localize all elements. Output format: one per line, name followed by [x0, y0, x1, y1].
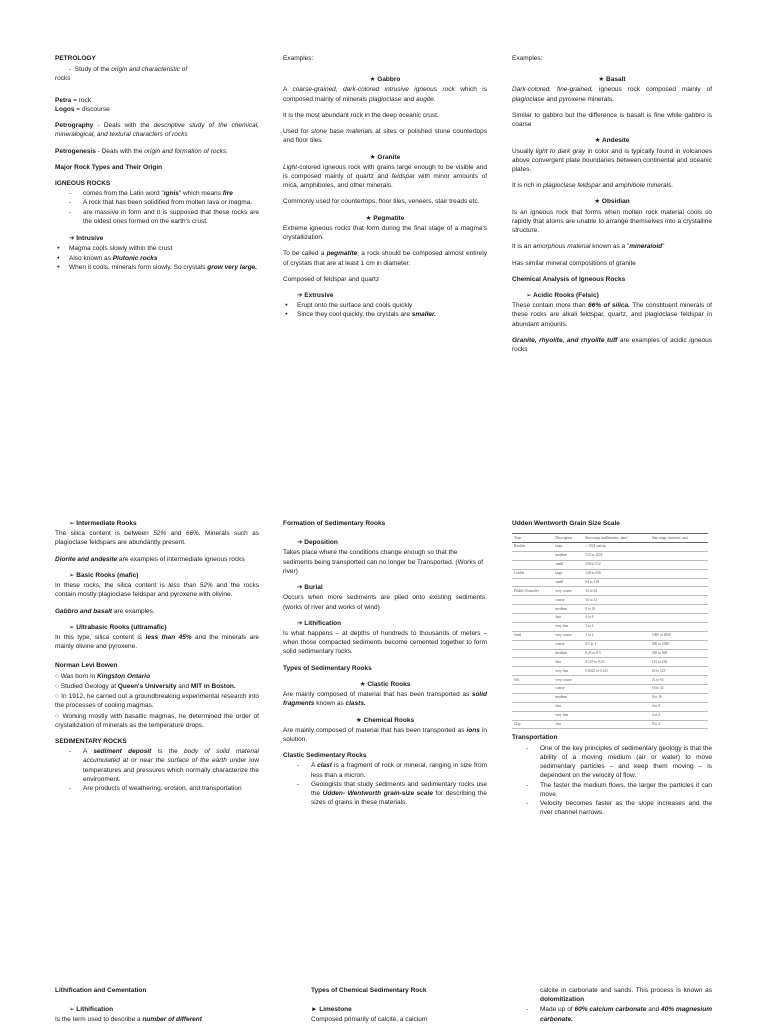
heading-lithification: ➔ Lithification: [297, 619, 342, 627]
table-row: [512, 649, 708, 658]
list-item: ● Since they cool quickly, the crystals are smaller.: [283, 310, 487, 319]
heading-chemical-rocks: ★ Chemical Rooks: [355, 716, 415, 724]
igneous-list: [55, 189, 259, 226]
table-cell: small: [553, 560, 583, 569]
lithification-text: Is the term used to describe a number of different: [55, 1016, 202, 1024]
granite-uses: Commonly used for countertops, floor tiles, veneers, stair treads etc.: [283, 198, 480, 206]
table-cell: [512, 614, 553, 623]
table-cell: [583, 711, 650, 720]
table-cell: 31 to 63: [650, 676, 708, 685]
column-1-block-3: [55, 986, 259, 1032]
table-cell: 32 to 64: [583, 587, 650, 596]
column-3-block-3: [512, 986, 712, 1031]
table-cell: Description: [553, 534, 583, 543]
grain-size-table: [512, 533, 708, 729]
heading-udden-wentworth: Udden Wentworth Grain Size Scale: [512, 520, 620, 527]
table-row: [512, 614, 708, 623]
list-item: - The faster the medium flows, the larger the particles it can move.: [512, 781, 712, 799]
table-cell: [650, 614, 708, 623]
table-cell: very coarse: [553, 587, 583, 596]
heading-basalt: ★ Basalt: [598, 76, 626, 84]
column-3-block-1: [512, 54, 712, 361]
table-row: [512, 560, 708, 569]
dolomitization-text: calcite in carbonate and sands. This process is known as dolomitization: [540, 987, 712, 1004]
table-cell: 0 to 2: [650, 720, 708, 729]
table-cell: 0.125 to 0.25: [583, 658, 650, 667]
heading-intermediate-rocks: ➢ Intermediate Rooks: [69, 520, 137, 527]
table-row: [512, 587, 708, 596]
table-cell: very fine: [553, 711, 583, 720]
obsidian-amorphous: It is an amorphous material known as a "mineraloid": [512, 243, 665, 251]
table-cell: 16 to 32: [650, 685, 708, 694]
heading-clastic-rocks: ★ Clastic Rooks: [359, 680, 411, 688]
heading-burial: ➔ Burial: [297, 584, 323, 592]
column-2-block-3: [311, 986, 487, 1032]
heading-petrology: PETROLOGY: [55, 55, 96, 62]
table-cell: 16 to 32: [583, 596, 650, 605]
table-cell: [512, 596, 553, 605]
table-row: [512, 578, 708, 587]
heading-igneous-rocks: IGNEOUS ROCKS: [55, 179, 111, 187]
heading-pegmatite: ★ Pegmatite: [365, 214, 405, 222]
lithification-description: Is what happens – at depths of hundreds to thousands of meters – when those compacted sediments become cemented together to form solid sedimentary rocks.: [283, 629, 487, 656]
basalt-comparison: Similar to gabbro but the difference is basalt is fine while gabbro is coarse: [512, 111, 712, 129]
table-cell: medium: [553, 693, 583, 702]
list-item: ● When it cools, minerals form slowly. So crystals grow very large.: [55, 263, 259, 272]
table-cell: coarse: [553, 685, 583, 694]
clastic-sedimentary-list: [283, 761, 487, 807]
list-item: - One of the key principles of sedimentary geology is that the ability of a moving medium (air or water) to move sedimentary particles – and keep them moving – is dependent on the velocity of flow.: [512, 744, 712, 781]
table-cell: large: [553, 569, 583, 578]
table-cell: 0.0625 to 0.125: [583, 667, 650, 676]
examples-label: Examples:: [512, 55, 543, 62]
table-cell: 1000 to 2000: [650, 631, 708, 640]
heading-types-sedimentary: Types of Sedimentary Rooks: [283, 664, 372, 672]
column-2-block-2: [283, 519, 487, 814]
intermediate-description: The silica content is between 52% and 66%. Minerals such as plagioclase feldspars are abundantly present.: [55, 530, 259, 547]
andesite-description: Usually light to dark gray in color and is typically found in volcanoes above convergent plate boundaries between continental and oceanic plates.: [512, 147, 712, 173]
list-item: ● Also known as Plutonic rocks: [55, 254, 259, 263]
table-cell: medium: [553, 605, 583, 614]
bowen-birth: ○ Was born in Kingston Ontario: [55, 672, 151, 680]
table-cell: [650, 587, 708, 596]
table-row: [512, 605, 708, 614]
table-cell: 512 to 1024: [583, 551, 650, 560]
table-row: [512, 693, 708, 702]
examples-label: Examples:: [283, 55, 314, 62]
table-cell: 125 to 250: [650, 658, 708, 667]
petrogenesis-definition: Petrogenesis - Deals with the origin and formation of rocks.: [55, 147, 229, 155]
table-cell: 128 to 256: [583, 569, 650, 578]
table-cell: 2 to 4: [583, 622, 650, 631]
table-header-row: [512, 534, 708, 543]
transportation-list: [512, 744, 712, 818]
list-item: - Are products of weathering, erosion, and transportation: [55, 784, 259, 793]
bowen-crystallization: ○ Working mostly with basaltic magmas, he determined the order of crystallization of minerals as the temperature drops.: [55, 712, 259, 729]
table-cell: [512, 667, 553, 676]
heading-chemical-analysis: Chemical Analysis of Igneous Rocks: [512, 275, 626, 283]
table-cell: [512, 551, 553, 560]
table-cell: Sand: [512, 631, 553, 640]
list-item: ● Erupt onto the surface and cools quickly: [283, 301, 487, 310]
column-1-block-2: [55, 519, 259, 800]
pegmatite-crystal-size: To be called a pegmatite, a rock should be composed almost entirely of crystals that are at least 1 cm in diameter.: [283, 250, 487, 267]
list-item: ● Magma cools slowly within the crust: [55, 244, 259, 253]
table-cell: [583, 676, 650, 685]
table-cell: coarse: [553, 596, 583, 605]
acidic-examples: Granite, rhyolite, and rhyolite tuff are examples of acidic igneous rocks: [512, 336, 712, 354]
table-cell: 64 to 128: [583, 578, 650, 587]
heading-formation-sedimentary: Formation of Sedimentary Rooks: [283, 520, 386, 527]
table-cell: 8 to 16: [650, 693, 708, 702]
list-item: - comes from the Latin word "ignis" which means fire: [55, 189, 259, 198]
heading-limestone: ► Limestone: [311, 1006, 352, 1014]
table-cell: [512, 578, 553, 587]
table-cell: 0.5 to 1: [583, 640, 650, 649]
clastic-description: Are mainly composed of material that has been transported as solid fragments known as clasts.: [283, 691, 487, 708]
chemical-description: Are mainly composed of material that has been transported as ions in solution.: [283, 726, 487, 743]
table-cell: [512, 605, 553, 614]
table-cell: [650, 569, 708, 578]
list-item: - are massive in form and it is supposed that these rocks are the oldest ones formed on the earth's crust.: [55, 208, 259, 226]
table-cell: 8 to 16: [583, 605, 650, 614]
table-cell: Boulder: [512, 543, 553, 552]
table-cell: very coarse: [553, 631, 583, 640]
table-row: [512, 631, 708, 640]
column-2-block-1: [283, 54, 487, 327]
table-cell: 250 to 500: [650, 649, 708, 658]
table-row: [512, 551, 708, 560]
column-1-block-1: [55, 54, 259, 279]
table-cell: Type: [512, 534, 553, 543]
table-cell: [512, 560, 553, 569]
heading-types-chemical: Types of Chemical Sedimentary Rock: [311, 987, 427, 994]
table-cell: [512, 649, 553, 658]
table-cell: [512, 658, 553, 667]
intermediate-examples: Diorite and andesite are examples of intermediate igneous rocks: [55, 555, 245, 563]
table-cell: [650, 605, 708, 614]
sedimentary-list: [55, 747, 259, 793]
petrography-definition: Petrography - Deals with the descriptive study of the chemical, mineralogical, and textural characters of rocks: [55, 122, 259, 139]
intrusive-list: [55, 244, 259, 272]
table-cell: very coarse: [553, 676, 583, 685]
table-cell: [650, 622, 708, 631]
table-row: [512, 702, 708, 711]
table-cell: coarse: [553, 640, 583, 649]
pegmatite-composition: Composed of feldspar and quartz: [283, 275, 380, 283]
table-cell: [512, 622, 553, 631]
table-cell: [650, 543, 708, 552]
obsidian-description: Is an igneous rock that forms when molten rock material cools so rapidly that atoms are unable to arrange themselves into a crystalline structure.: [512, 208, 712, 235]
table-cell: Size range (millimeters, mm): [583, 534, 650, 543]
column-3-block-2: [512, 519, 712, 824]
list-item: - Velocity becomes faster as the slope increases and the river channel narrows.: [512, 799, 712, 817]
table-cell: [583, 685, 650, 694]
table-cell: very fine: [553, 622, 583, 631]
table-cell: 4 to 8: [650, 702, 708, 711]
dolomite-list: [512, 1005, 712, 1023]
heading-transportation: Transportation: [512, 734, 558, 742]
table-cell: fine: [553, 702, 583, 711]
heading-granite: ★ Granite: [369, 153, 401, 161]
heading-clastic-sedimentary: Clastic Sedimentary Rocks: [283, 752, 367, 760]
limestone-text: Composed primarily of calcite, a calcium: [311, 1016, 428, 1024]
table-cell: 256 to 512: [583, 560, 650, 569]
heading-acidic-rocks: ➢ Acidic Rooks (Felsic): [526, 291, 599, 299]
ultrabasic-description: In this type, silica content is less than 45% and the minerals are mainly olivine and pyroxene.: [55, 633, 260, 651]
table-cell: [583, 720, 650, 729]
table-cell: fine: [553, 658, 583, 667]
table-cell: Cobble: [512, 569, 553, 578]
list-item: - A clast is a fragment of rock or mineral, ranging in size from less than a micron.: [283, 761, 487, 779]
extrusive-list: [283, 301, 487, 319]
table-cell: large: [553, 543, 583, 552]
deposition-description: Takes place where the conditions change enough so that the sediments being transported can no longer be Transported. (Works of river): [283, 549, 484, 575]
table-cell: [512, 702, 553, 711]
table-cell: [512, 685, 553, 694]
table-row: [512, 676, 708, 685]
table-cell: [650, 578, 708, 587]
table-cell: Pebble (Granule): [512, 587, 553, 596]
heading-andesite: ★ Andesite: [594, 137, 630, 145]
table-row: [512, 711, 708, 720]
basic-description: In these rocks, the silica content is less than 52% and the rocks contain mostly plagioclase feldspar and pyroxene with olivine.: [55, 582, 259, 599]
heading-sedimentary-rocks: SEDIMENTARY ROCKS: [55, 737, 127, 745]
table-row: [512, 658, 708, 667]
gabbro-abundance: It is the most abundant rock in the deep oceanic crust.: [283, 111, 439, 119]
table-cell: 63 to 125: [650, 667, 708, 676]
heading-major-rock-types: Major Rock Types and Their Origin: [55, 163, 163, 171]
list-item: - Made up of 60% calcium carbonate and 40% magnesium carbonate.: [512, 1005, 712, 1023]
basic-examples: Gabbro and basalt are examples.: [55, 607, 155, 615]
table-row: [512, 640, 708, 649]
table-row: [512, 596, 708, 605]
list-item: - A sediment deposit is the body of solid material accumulated at or near the surface of the earth under low temperatures and pressures which normally characterize the environment.: [55, 747, 259, 784]
basalt-description: Dark-colored, fine-grained, igneous rock composed mainly of plagioclase and pyroxene minerals.: [512, 86, 713, 103]
table-cell: fine: [553, 614, 583, 623]
table-cell: clay: [553, 720, 583, 729]
table-cell: [512, 640, 553, 649]
table-row: [512, 667, 708, 676]
heading-ultrabasic-rocks: ➢ Ultrabasic Rooks (ultramafic): [69, 623, 167, 631]
heading-extrusive: ➔ Extrusive: [297, 291, 334, 299]
table-cell: 0.25 to 0.5: [583, 649, 650, 658]
table-row: [512, 685, 708, 694]
table-cell: [512, 711, 553, 720]
obsidian-composition: Has similar mineral compositions of granite: [512, 259, 636, 267]
burial-description: Occurs when more sediments are piled onto existing sediments. (works of river and works of wind): [283, 594, 487, 611]
heading-basic-rocks: ➢ Basic Rooks (mafic): [69, 571, 139, 579]
pegmatite-description: Extreme igneous rocks that form during the final stage of a magma's crystallization.: [283, 224, 487, 242]
andesite-minerals: It is rich in plagioclase feldspar and amphibole minerals.: [512, 182, 674, 190]
table-row: [512, 543, 708, 552]
gabbro-uses: Used for stone base materials at sites or polished stone countertops and floor tiles: [283, 128, 487, 145]
heading-bowen: Norman Levi Bowen: [55, 662, 118, 670]
granite-description: Light-colored igneous rock with grains large enough to be visible and is composed mainly of quartz and feldspar with minor amounts of mica, amphiboles, and other minerals.: [283, 163, 487, 190]
gabbro-description: A coarse-grained, dark-colored intrusive igneous rock which is composed mainly of minerals plagioclase and augite.: [283, 86, 487, 103]
petra-logos: Petra = rock Logos = discourse: [55, 96, 110, 113]
table-cell: [650, 596, 708, 605]
table-row: [512, 720, 708, 729]
list-item: - Geologists that study sediments and sedimentary rocks use the Udden- Wentworth grain-size scale for describing the sizes of grains in these materials.: [283, 780, 487, 808]
heading-lithification-3: ➢ Lithification: [69, 1006, 114, 1014]
table-cell: medium: [553, 649, 583, 658]
acidic-description: These contain more than 66% of silica. The constituent minerals of these rocks are alkali feldspar, quartz, and plagioclase feldspar in abundant amounts.: [512, 302, 712, 328]
heading-lithification-cementation: Lithification and Cementation: [55, 987, 147, 994]
table-cell: [650, 551, 708, 560]
table-cell: 500 to 1000: [650, 640, 708, 649]
heading-gabbro: ★ Gabbro: [369, 76, 401, 84]
table-cell: ≥ 1024 and up: [583, 543, 650, 552]
table-cell: 2 to 4: [650, 711, 708, 720]
heading-obsidian: ★ Obsidian: [594, 198, 630, 206]
table-cell: 4 to 8: [583, 614, 650, 623]
heading-intrusive: ➔ Intrusive: [69, 235, 104, 243]
heading-deposition: ➔ Deposition: [297, 539, 338, 547]
bowen-research: ○ In 1912, he carried out a groundbreaking experimental research into the processes of cooling magmas.: [55, 693, 259, 710]
table-cell: medium: [553, 551, 583, 560]
bowen-studies: ○ Studied Geology at Queen's University and MIT in Boston.: [55, 682, 236, 690]
petrology-definition: - Study of the origin and characteristic of rocks: [55, 66, 188, 83]
table-cell: Size range (microns, um): [650, 534, 708, 543]
table-cell: [583, 693, 650, 702]
table-cell: [512, 693, 553, 702]
table-cell: very fine: [553, 667, 583, 676]
table-row: [512, 622, 708, 631]
table-cell: 1 to 2: [583, 631, 650, 640]
table-cell: Clay: [512, 720, 553, 729]
table-row: [512, 569, 708, 578]
table-cell: Silt: [512, 676, 553, 685]
table-cell: small: [553, 578, 583, 587]
table-cell: [583, 702, 650, 711]
list-item: - A rock that has been solidified from molten lava or magma.: [55, 198, 259, 207]
table-cell: [650, 560, 708, 569]
